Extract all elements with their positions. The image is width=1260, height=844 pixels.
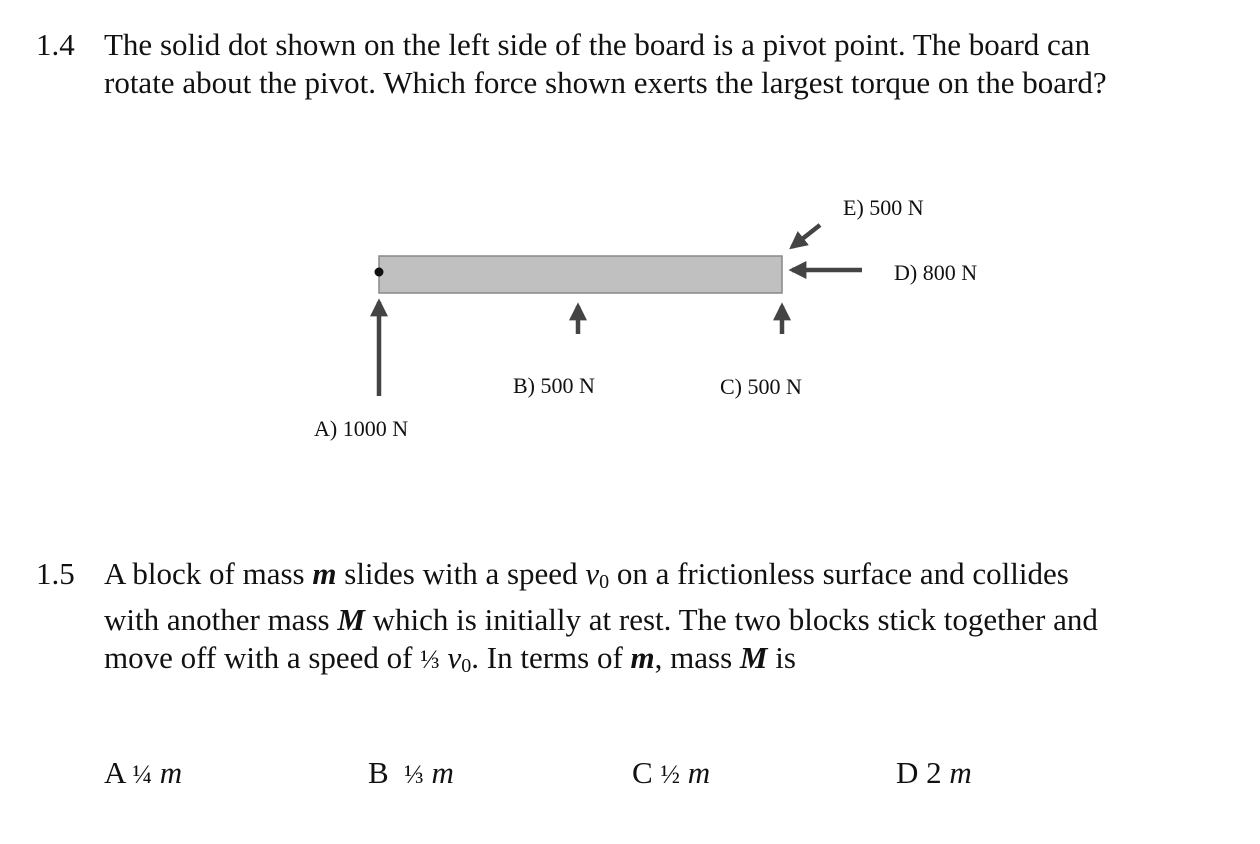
force-label-a: A) 1000 N <box>314 416 409 441</box>
force-label-d: D) 800 N <box>894 260 978 285</box>
force-label-b: B) 500 N <box>513 373 595 398</box>
force-label-c: C) 500 N <box>720 374 802 399</box>
question-1-5-line-3: move off with a speed of ⅓ $v_0$. In terms of m, mass M is <box>104 640 796 677</box>
question-1-5-line-1: A block of mass m slides with a speed $v_0$ on a frictionless surface and collides <box>104 556 1069 593</box>
force-arrow-e <box>792 225 820 247</box>
pivot-point <box>375 268 384 277</box>
question-1-4-line-1: The solid dot shown on the left side of the board is a pivot point. The board can <box>104 27 1091 62</box>
board <box>379 256 782 293</box>
choice-d[interactable]: D 2 m <box>896 755 972 790</box>
question-1-5-number: 1.5 <box>36 556 75 591</box>
question-1-4-line-2: rotate about the pivot. Which force shown exerts the largest torque on the board? <box>104 65 1107 100</box>
question-1-5-text <box>104 555 1098 685</box>
question-1-5-line-2: with another mass M which is initially at rest. The two blocks stick together and <box>104 602 1098 637</box>
question-1-4-number: 1.4 <box>36 27 75 62</box>
force-label-e: E) 500 N <box>843 195 924 220</box>
choice-b[interactable]: B ⅓ m <box>368 755 454 790</box>
choice-a[interactable]: A ¼ m <box>104 755 183 790</box>
choice-c[interactable]: C ½ m <box>632 755 711 790</box>
